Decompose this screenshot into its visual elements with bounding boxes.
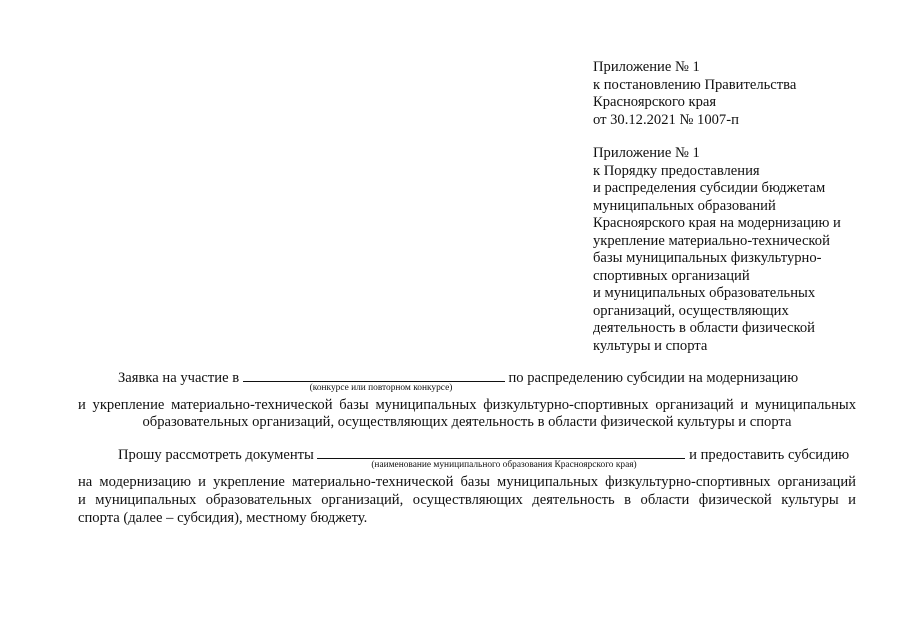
- request-second-line: на модернизацию и укрепление материально-технической базы муниципальных физкультурно-спортивных организаций: [78, 474, 856, 490]
- appendix-line: к постановлению Правительства: [593, 76, 797, 93]
- application-third-line: образовательных организаций, осуществляющих деятельность в области физической культуры и спорта: [142, 414, 792, 430]
- appendix-line: спортивных организаций: [593, 267, 750, 284]
- competition-type-caption: (конкурсе или повторном конкурсе): [309, 383, 453, 393]
- appendix-line: Красноярского края: [593, 94, 717, 110]
- request-fourth-line: спорта (далее – субсидия), местному бюджету.: [78, 510, 368, 526]
- appendix-line: от 30.12.2021 № 1007-п: [593, 111, 739, 128]
- request-suffix: и предоставить субсидию: [689, 447, 850, 463]
- appendix-line: муниципальных образований: [593, 197, 776, 214]
- municipality-name-blank[interactable]: [317, 444, 685, 459]
- request-third-line: и муниципальных образовательных организаций, осуществляющих деятельность в области физической культуры и: [78, 492, 856, 508]
- appendix-line: организаций, осуществляющих: [593, 302, 789, 319]
- request-prefix: Прошу рассмотреть документы: [118, 447, 314, 463]
- appendix-line: и муниципальных образовательных: [593, 285, 816, 301]
- application-second-line: и укрепление материально-технической базы муниципальных физкультурно-спортивных организаций и муниципальных: [78, 397, 856, 413]
- appendix-line: деятельность в области физической: [593, 320, 815, 336]
- competition-type-blank[interactable]: [243, 367, 505, 382]
- appendix-line: культуры и спорта: [593, 337, 708, 354]
- appendix-line: к Порядку предоставления: [593, 162, 760, 179]
- appendix-line: Приложение № 1: [593, 145, 700, 161]
- appendix-line: Красноярского края на модернизацию и: [593, 215, 841, 231]
- municipality-name-caption: (наименование муниципального образования Красноярского края): [371, 460, 637, 470]
- appendix-header-government-resolution: [593, 59, 873, 129]
- application-prefix: Заявка на участие в: [118, 370, 240, 386]
- appendix-line: и распределения субсидии бюджетам: [593, 180, 826, 196]
- appendix-header-order: [593, 145, 873, 355]
- application-suffix: по распределению субсидии на модернизацию: [508, 370, 799, 386]
- appendix-line: укрепление материально-технической: [593, 232, 830, 249]
- appendix-line: Приложение № 1: [593, 59, 700, 75]
- appendix-line: базы муниципальных физкультурно-: [593, 250, 822, 266]
